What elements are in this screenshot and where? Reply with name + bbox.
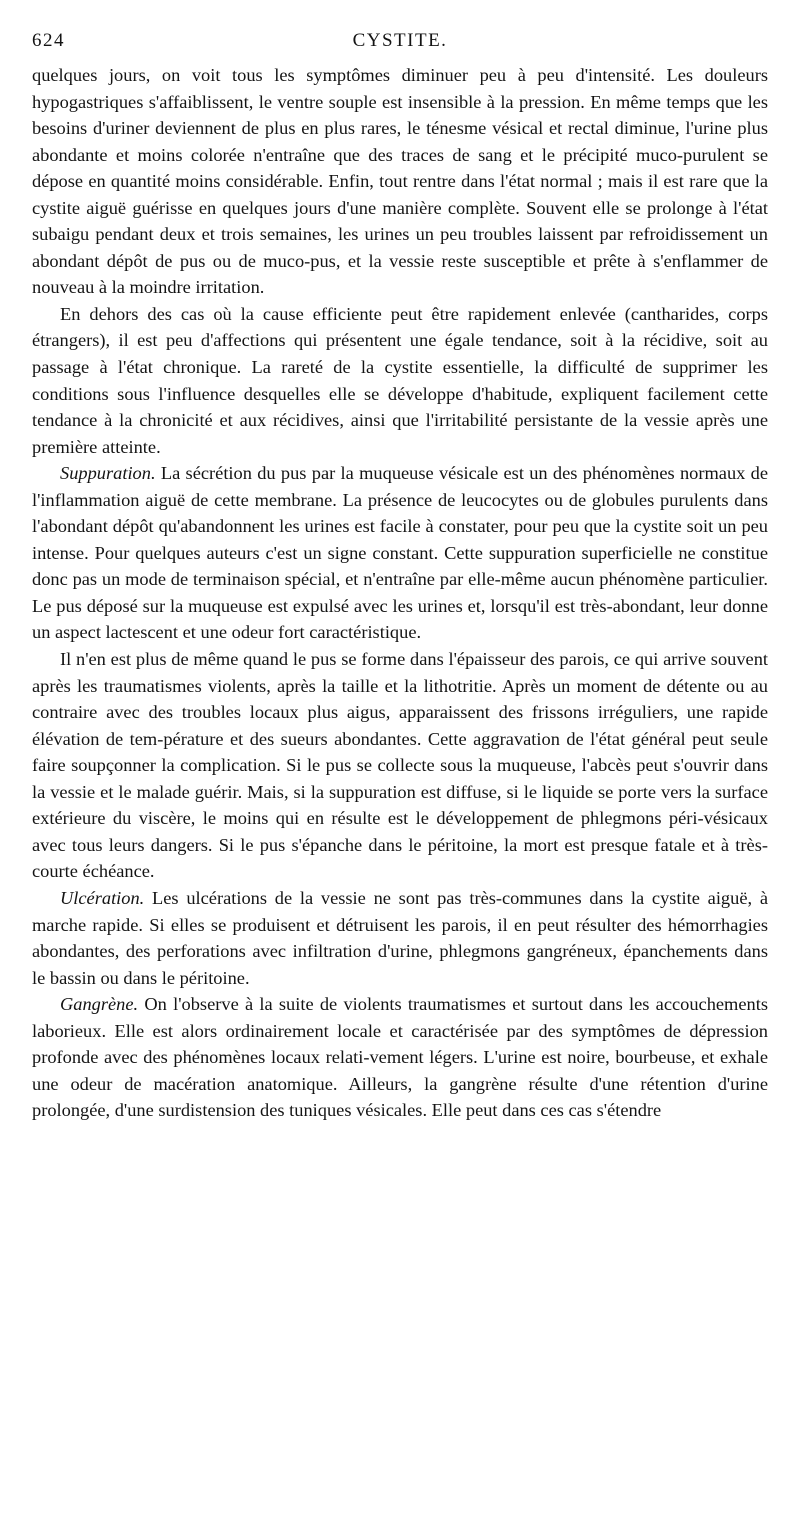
paragraph-text: On l'observe à la suite de violents traumatismes et surtout dans les accouchements laborieux. Elle est alors ordinairement locale et caractérisée par des symptômes de dépression profonde avec des phénomènes locaux relati-vement légers. L'urine est noire, bourbeuse, et exhale une odeur de macération anatomique. Ailleurs, la gangrène résulte d'une rétention d'urine prolongée, d'une surdistension des tuniques vésicales. Elle peut dans ces cas s'étendre bbox=[32, 994, 768, 1121]
paragraph-text: Il n'en est plus de même quand le pus se forme dans l'épaisseur des parois, ce qui arrive souvent après les traumatismes violents, après la taille et la lithotritie. Après un moment de détente ou au contraire avec des troubles locaux plus aigus, apparaissent des frissons irréguliers, une rapide élévation de tem-pérature et des sueurs abondantes. Cette aggravation de l'état général peut seule faire soupçonner la complication. Si le pus se collecte sous la muqueuse, l'abcès peut s'ouvrir dans la vessie et le malade guérir. Mais, si la suppuration est diffuse, si le liquide se porte vers la surface extérieure du viscère, le moins qui en résulte est le développement de phlegmons péri-vésicaux avec tous leurs dangers. Si le pus s'épanche dans le péritoine, la mort est presque fatale et à très-courte échéance. bbox=[32, 649, 768, 882]
paragraph-continuation bbox=[32, 62, 768, 301]
body-text bbox=[32, 62, 768, 1124]
paragraph-text: quelques jours, on voit tous les symptômes diminuer peu à peu d'intensité. Les douleurs hypogastriques s'affaiblissent, le ventre souple est insensible à la pression. En même temps que les besoins d'uriner deviennent de plus en plus rares, le ténesme vésical et rectal diminue, l'urine plus abondante et moins colorée n'entraîne que des traces de sang et le précipité muco-purulent se dépose en quantité moins considérable. Enfin, tout rentre dans l'état normal ; mais il est rare que la cystite aiguë guérisse en quelques jours d'une manière complète. Souvent elle se prolonge à l'état subaigu pendant deux et trois semaines, les urines un peu troubles laissent par refroidissement un abondant dépôt de pus ou de muco-pus, et la vessie reste susceptible et prête à s'enflammer de nouveau à la moindre irritation. bbox=[32, 65, 768, 298]
running-title: CYSTITE. bbox=[352, 30, 448, 51]
paragraph-text: La sécrétion du pus par la muqueuse vésicale est un des phénomènes normaux de l'inflammation aiguë de cette membrane. La présence de leucocytes ou de globules purulents dans l'abondant dépôt qu'abandonnent les urines est facile à constater, pour peu que la cystite soit un peu intense. Pour quelques auteurs c'est un signe constant. Cette suppuration superficielle ne constitue donc pas un mode de terminaison spécial, et n'entraîne par elle-même aucun phénomène particulier. Le pus déposé sur la muqueuse est expulsé avec les urines et, lorsqu'il est très-abondant, leur donne un aspect lactescent et une odeur fort caractéristique. bbox=[32, 463, 768, 643]
page-number: 624 bbox=[32, 30, 65, 51]
section-lead-suppuration: Suppuration. bbox=[60, 463, 156, 484]
paragraph-recurrence bbox=[32, 301, 768, 460]
page-header bbox=[32, 30, 768, 56]
paragraph-gangrene bbox=[32, 991, 768, 1124]
book-page bbox=[32, 30, 768, 1124]
section-lead-gangrene: Gangrène. bbox=[60, 994, 139, 1015]
paragraph-suppuration bbox=[32, 460, 768, 646]
paragraph-text: Les ulcérations de la vessie ne sont pas très-communes dans la cystite aiguë, à marche rapide. Si elles se produisent et détruisent les parois, il en peut résulter des hémorrhagies abondantes, des perforations avec infiltration d'urine, phlegmons gangréneux, épanchements dans le bassin ou dans le péritoine. bbox=[32, 887, 768, 988]
paragraph-text: En dehors des cas où la cause efficiente peut être rapidement enlevée (cantharides, corps étrangers), il est peu d'affections qui présentent une égale tendance, soit à la récidive, soit au passage à l'état chronique. La rareté de la cystite essentielle, la difficulté de supprimer les conditions sous l'influence desquelles elle se développe d'habitude, expliquent facilement cette tendance à la chronicité et aux récidives, ainsi que l'irritabilité persistante de la vessie après une première atteinte. bbox=[32, 303, 768, 457]
paragraph-ulceration bbox=[32, 885, 768, 991]
paragraph-abscess bbox=[32, 646, 768, 885]
section-lead-ulceration: Ulcération. bbox=[60, 887, 145, 908]
